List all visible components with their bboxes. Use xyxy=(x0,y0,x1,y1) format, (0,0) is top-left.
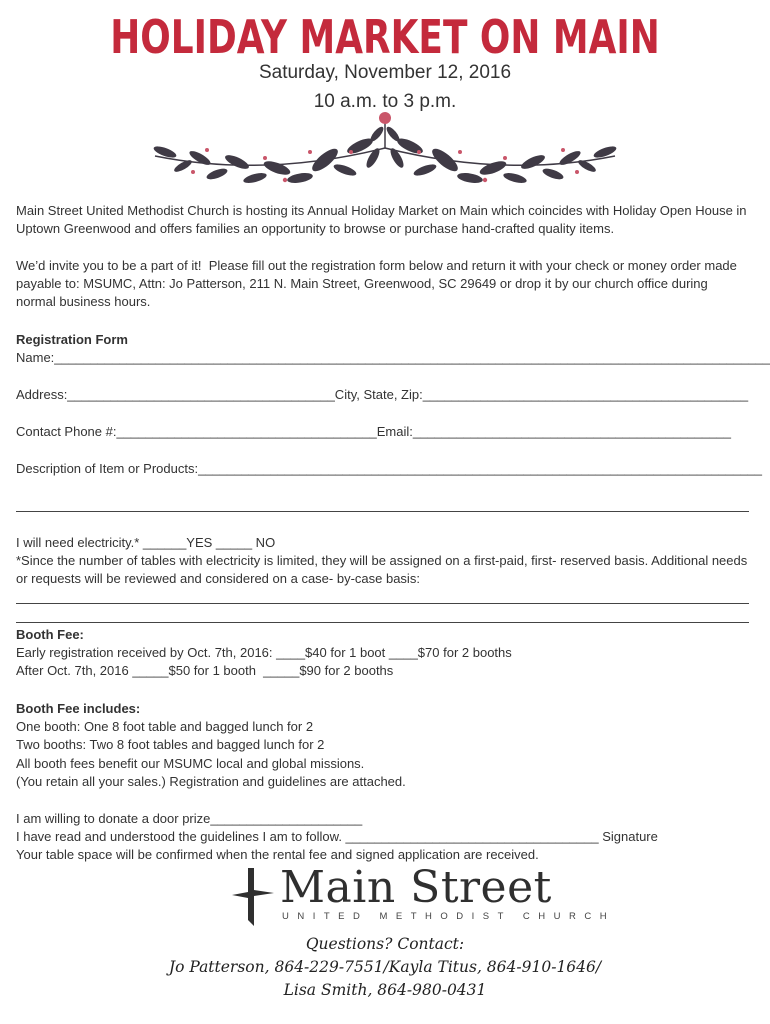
door-prize-field[interactable]: I am willing to donate a door prize_____________________ xyxy=(16,811,363,826)
description-field[interactable]: Description of Item or Products:______________________________________________________________________________ xyxy=(16,461,763,476)
contact-line: Jo Patterson, 864-229-7551/Kayla Titus, 864-910-1646/ xyxy=(168,958,602,976)
name-field[interactable]: Name:___________________________________________________________________________________________________ xyxy=(16,350,770,366)
late-fee-option[interactable]: After Oct. 7th, 2016 _____$50 for 1 booth _____$90 for 2 booths xyxy=(16,663,394,679)
booth-fee-heading: Booth Fee: xyxy=(16,627,84,642)
address-field[interactable]: Address:_____________________________________City, State, Zip:_____________________________________________ xyxy=(16,387,749,402)
intro-line: Uptown Greenwood and offers families an opportunity to browse or purchase hand-crafted quality items. xyxy=(16,221,615,237)
includes-line: Two booths: Two 8 foot tables and bagged lunch for 2 xyxy=(16,737,325,753)
invitation-line: We’d invite you to be a part of it! Please fill out the registration form below and return it with your check or money order made xyxy=(16,258,737,273)
page-title: HOLIDAY MARKET ON MAIN xyxy=(110,10,660,64)
invitation-line: payable to: MSUMC, Attn: Jo Patterson, 211 N. Main Street, Greenwood, SC 29649 or drop it by our church office during xyxy=(16,276,708,292)
registration-form xyxy=(16,331,770,367)
additional-needs-line-2[interactable] xyxy=(16,622,749,623)
address-row xyxy=(16,386,756,404)
electricity-note: *Since the number of tables with electricity is limited, they will be assigned on a first-paid, first- reserved basis. Additional needs xyxy=(16,553,748,569)
confirmation-note: Your table space will be confirmed when the rental fee and signed application are received. xyxy=(16,847,539,863)
includes-line: One booth: One 8 foot table and bagged lunch for 2 xyxy=(16,719,314,735)
logo-subtitle: UNITED METHODIST CHURCH xyxy=(282,911,616,922)
description-row xyxy=(16,460,763,478)
invitation-line: normal business hours. xyxy=(16,294,151,310)
intro-paragraph xyxy=(16,202,756,238)
intro-line: Main Street United Methodist Church is hosting its Annual Holiday Market on Main which coincides with Holiday Open House in xyxy=(16,203,747,218)
electricity-field[interactable]: I will need electricity.* ______YES _____ NO xyxy=(16,535,276,550)
holly-garland-icon xyxy=(145,108,625,196)
church-logo xyxy=(230,862,616,930)
includes-line: All booth fees benefit our MSUMC local and global missions. xyxy=(16,755,365,771)
contact-heading: Questions? Contact: xyxy=(305,935,465,953)
event-date: Saturday, November 12, 2016 xyxy=(258,62,512,83)
closing-section xyxy=(16,810,756,865)
logo-name: Main Street xyxy=(280,862,552,913)
early-fee-option[interactable]: Early registration received by Oct. 7th, 2016: ____$40 for 1 boot ____$70 for 2 booths xyxy=(16,645,512,661)
includes-heading: Booth Fee includes: xyxy=(16,701,141,716)
form-heading: Registration Form xyxy=(16,332,128,347)
cross-icon xyxy=(230,868,274,926)
description-line-2[interactable] xyxy=(16,511,749,512)
event-time: 10 a.m. to 3 p.m. xyxy=(313,91,457,112)
booth-includes-section xyxy=(16,700,756,791)
booth-fee-section xyxy=(16,626,756,681)
electricity-section xyxy=(16,534,756,589)
signature-field[interactable]: I have read and understood the guidelines I am to follow. ___________________________________ Signature xyxy=(16,829,658,845)
includes-line: (You retain all your sales.) Registration and guidelines are attached. xyxy=(16,773,406,789)
electricity-note: or requests will be reviewed and considered on a case- by-case basis: xyxy=(16,571,420,587)
invitation-paragraph xyxy=(16,257,756,312)
phone-email-field[interactable]: Contact Phone #:____________________________________Email:____________________________________________ xyxy=(16,424,731,439)
contact-line: Lisa Smith, 864-980-0431 xyxy=(283,981,487,999)
phone-row xyxy=(16,423,756,441)
additional-needs-line-1[interactable] xyxy=(16,603,749,604)
